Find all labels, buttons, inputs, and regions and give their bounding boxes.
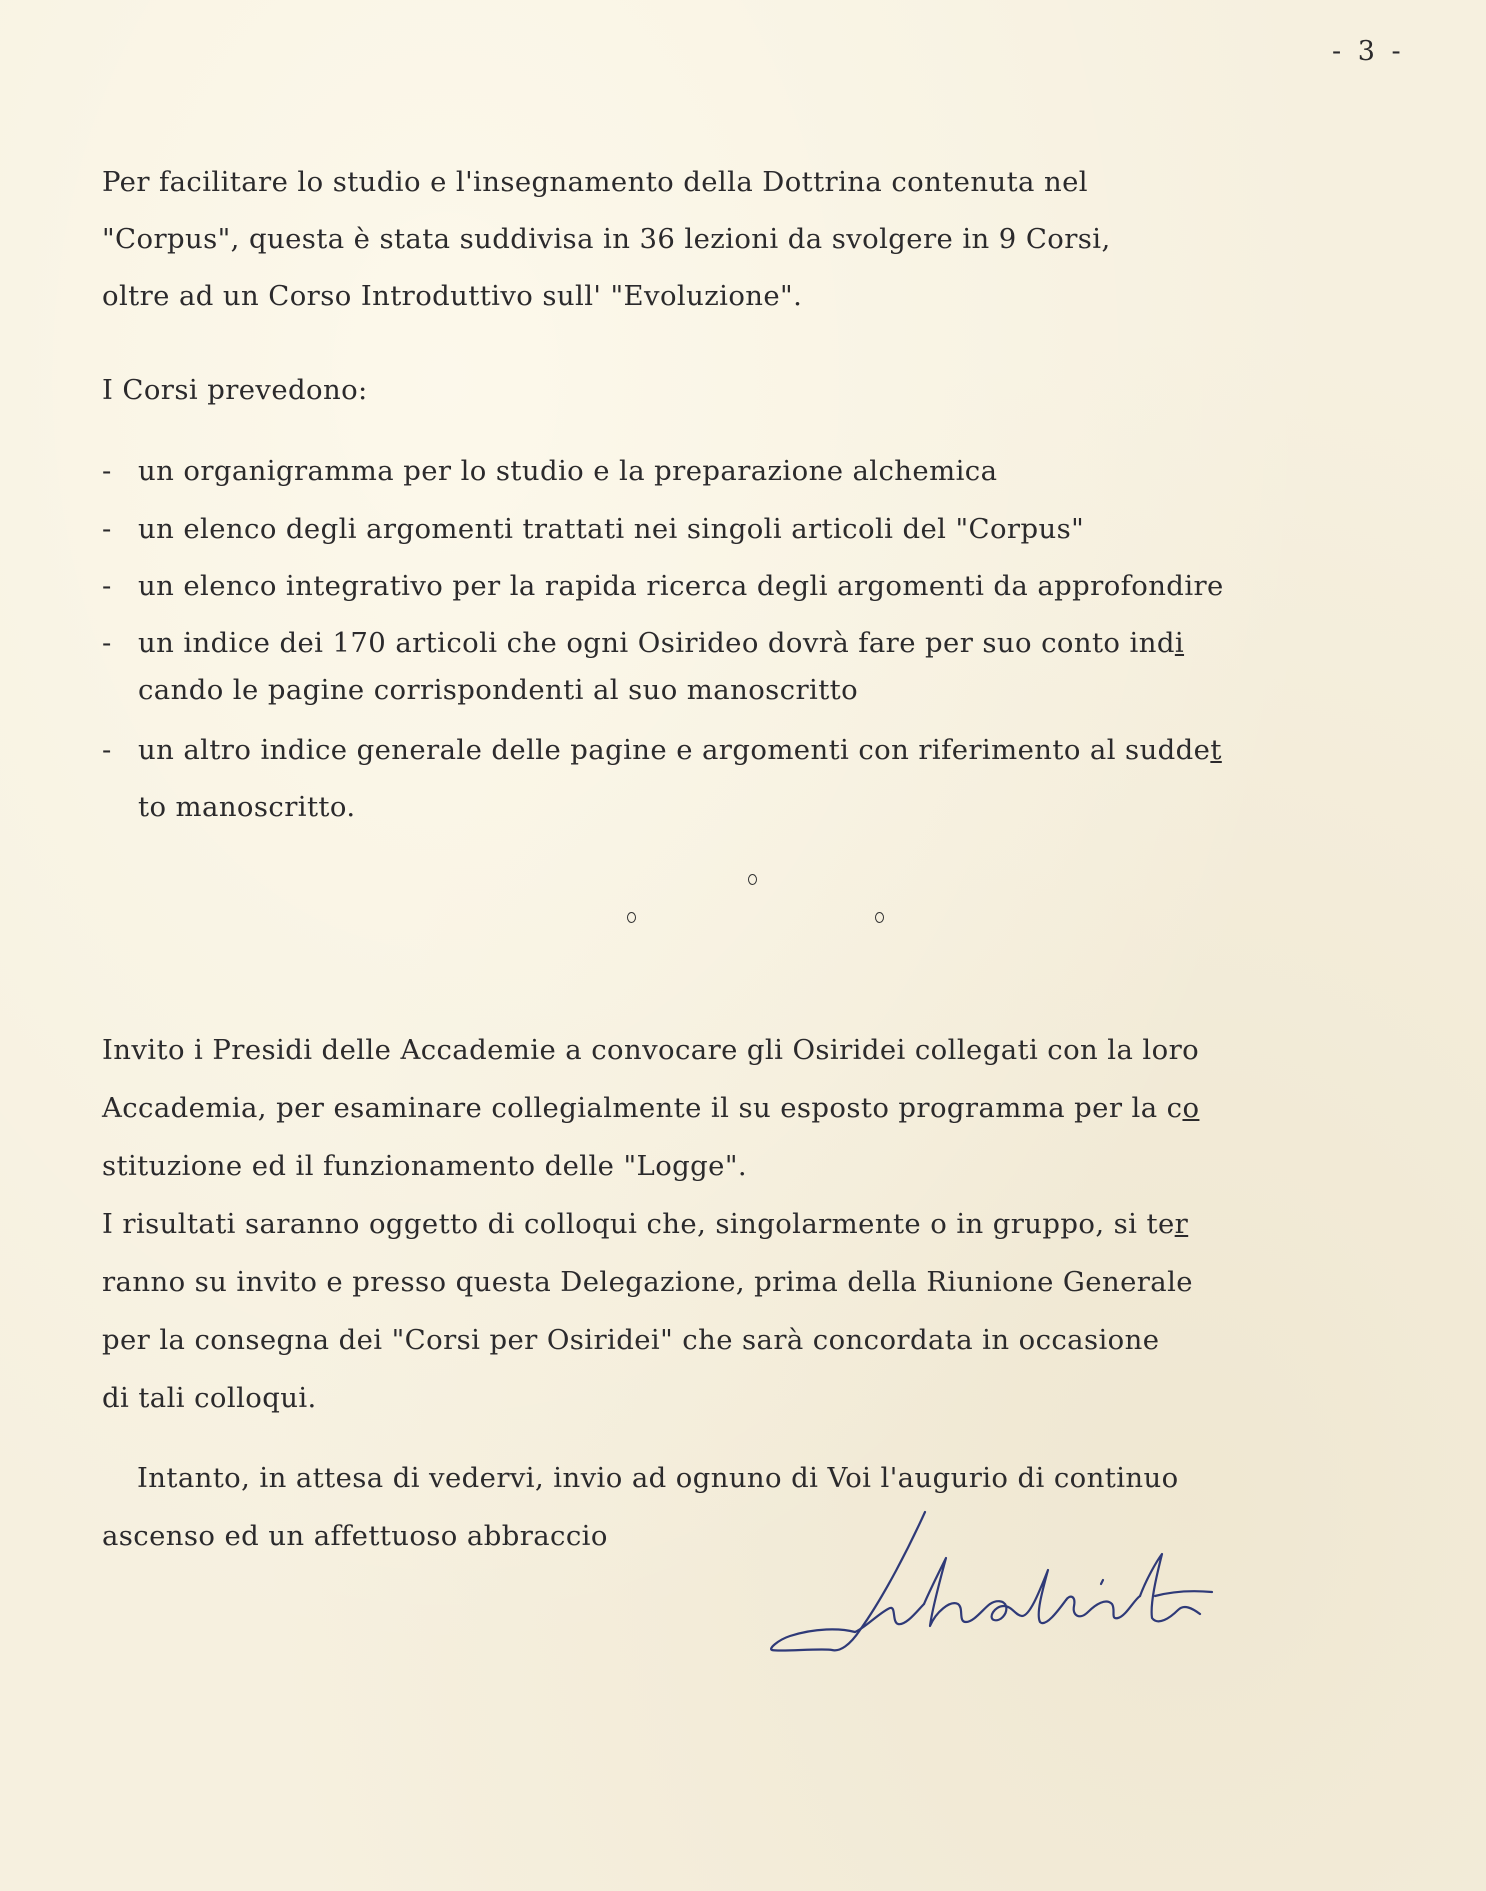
paragraph2-line4-text: I risultati saranno oggetto di colloqui che, singolarmente o in gruppo, si te <box>102 1208 1175 1240</box>
list-item-5-underlined: t <box>1210 734 1222 766</box>
paragraph2-line3: stituzione ed il funzionamento delle "Logge". <box>102 1150 748 1182</box>
paragraph1-line2: "Corpus", questa è stata suddivisa in 36 lezioni da svolgere in 9 Corsi, <box>102 223 1111 255</box>
paragraph2-line2-text: Accademia, per esaminare collegialmente il su esposto programma per la c <box>102 1092 1183 1124</box>
paragraph2-line6: per la consegna dei "Corsi per Osiridei" che sarà concordata in occasione <box>102 1324 1160 1356</box>
list-dash: - <box>102 734 112 766</box>
list-item-4-continuation: cando le pagine corrispondenti al suo manoscritto <box>138 674 859 706</box>
list-item-4-underlined: i <box>1174 627 1185 659</box>
paragraph2-line7: di tali colloqui. <box>102 1382 317 1414</box>
paragraph2-line2-underlined: o <box>1182 1092 1200 1124</box>
list-dash: - <box>102 513 112 545</box>
page-number: - 3 - <box>1332 36 1405 67</box>
paragraph2-line5: ranno su invito e presso questa Delegazione, prima della Riunione Generale <box>102 1266 1193 1298</box>
paragraph2-line4 <box>102 1208 1188 1240</box>
list-item-1: un organigramma per lo studio e la preparazione alchemica <box>138 455 998 487</box>
handwritten-signature <box>760 1500 1320 1680</box>
ornament-circle <box>748 874 757 885</box>
list-dash: - <box>102 627 112 659</box>
paragraph2-line4-underlined: r <box>1174 1208 1189 1240</box>
paragraph2-line1: Invito i Presidi delle Accademie a convocare gli Osiridei collegati con la loro <box>102 1034 1200 1066</box>
list-dash: - <box>102 455 112 487</box>
closing-line1: Intanto, in attesa di vedervi, invio ad ognuno di Voi l'augurio di continuo <box>137 1462 1179 1494</box>
list-item-5 <box>138 734 1222 766</box>
paragraph1-line3: oltre ad un Corso Introduttivo sull' "Evoluzione". <box>102 280 803 312</box>
list-dash: - <box>102 570 112 602</box>
list-item-3: un elenco integrativo per la rapida ricerca degli argomenti da approfondire <box>138 570 1224 602</box>
list-item-5-continuation: to manoscritto. <box>138 791 356 823</box>
list-item-4-text: un indice dei 170 articoli che ogni Osirideo dovrà fare per suo conto ind <box>138 627 1175 659</box>
paragraph1-line1: Per facilitare lo studio e l'insegnamento della Dottrina contenuta nel <box>102 166 1088 198</box>
courses-heading: I Corsi prevedono: <box>102 374 368 406</box>
ornament-circle <box>875 912 884 923</box>
closing-line2: ascenso ed un affettuoso abbraccio <box>102 1520 608 1552</box>
paragraph2-line2 <box>102 1092 1199 1124</box>
list-item-5-text: un altro indice generale delle pagine e argomenti con riferimento al sudde <box>138 734 1211 766</box>
ornament-circle <box>627 912 636 923</box>
list-item-2: un elenco degli argomenti trattati nei singoli articoli del "Corpus" <box>138 513 1085 545</box>
list-item-4 <box>138 627 1184 659</box>
